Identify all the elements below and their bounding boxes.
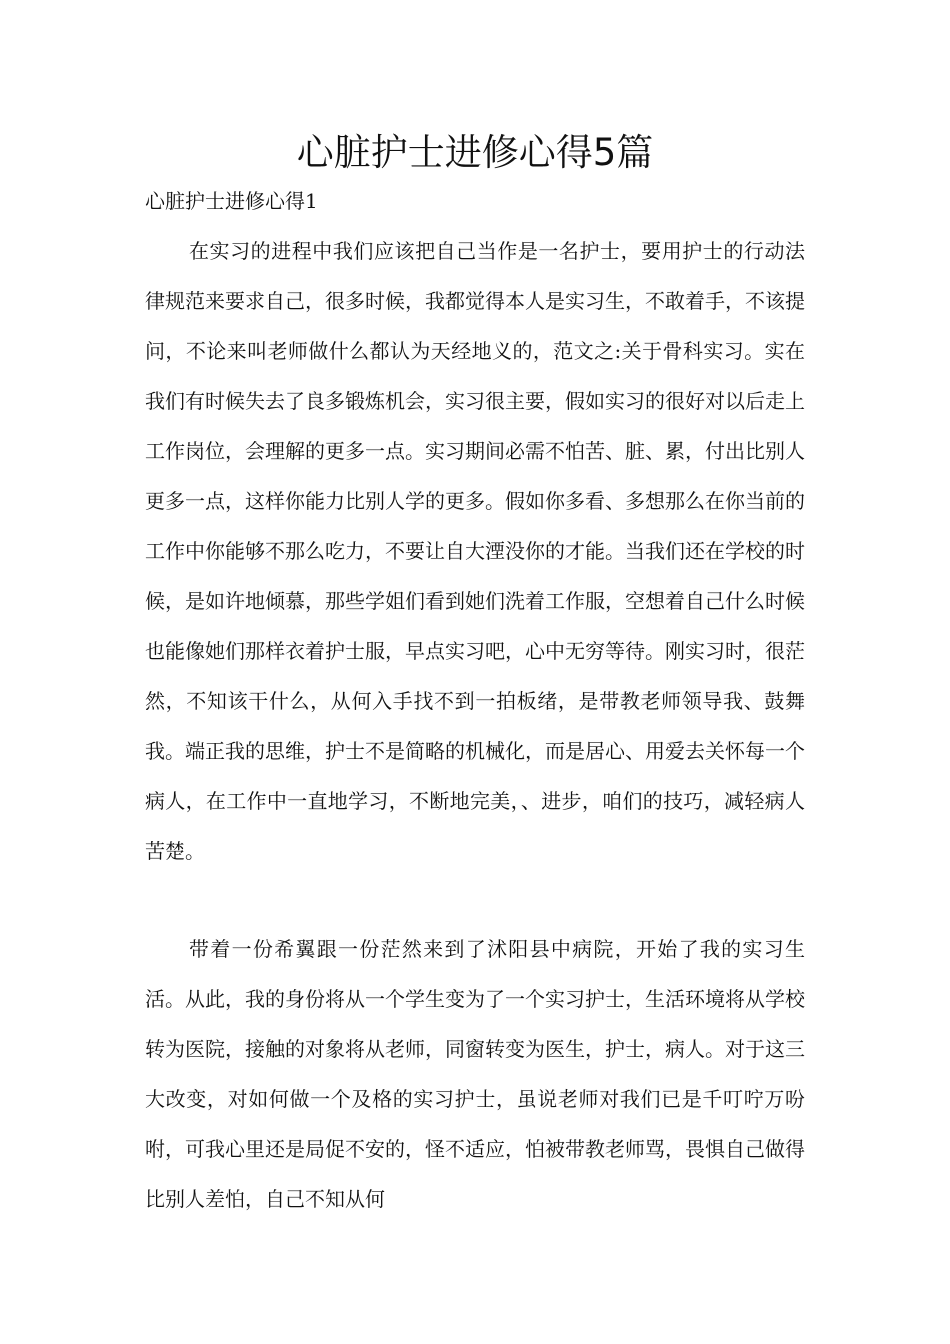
document-title: 心脏护士进修心得5篇 xyxy=(296,131,654,174)
body-paragraph: 带着一份希翼跟一份茫然来到了沭阳县中病院，开始了我的实习生活。从此，我的身份将从一个学生变为了一个实习护士，生活环境将从学校转为医院，接触的对象将从老师，同窗转变为医生，护士，病人。对于这三大改变，对如何做一个及格的实习护士，虽说老师对我们已是千叮咛万吩咐，可我心里还是局促不安的，怪不适应，怕被带教老师骂，畏惧自己做得比别人差怕，自己不知从何 xyxy=(145,937,805,1211)
body-paragraph: 在实习的进程中我们应该把自己当作是一名护士，要用护士的行动法律规范来要求自己，很多时候，我都觉得本人是实习生，不敢着手，不该提问，不论来叫老师做什么都认为天经地义的，范文之:关于骨科实习。实在我们有时候失去了良多锻炼机会，实习很主要，假如实习的很好对以后走上工作岗位，会理解的更多一点。实习期间必需不怕苦、脏、累，付出比别人更多一点，这样你能力比别人学的更多。假如你多看、多想那么在你当前的工作中你能够不那么吃力，不要让自大湮没你的才能。当我们还在学校的时候，是如许地倾慕，那些学姐们看到她们洗着工作服，空想着自己什么时候也能像她们那样衣着护士服，早点实习吧，心中无穷等待。刚实习时，很茫然，不知该干什么，从何入手找不到一拍板绪，是带教老师领导我、鼓舞我。端正我的思维，护士不是简略的机械化，而是居心、用爱去关怀每一个病人，在工作中一直地学习，不断地完美，、进步，咱们的技巧，减轻病人苦楚。 xyxy=(145,239,805,863)
section-heading: 心脏护士进修心得1 xyxy=(145,189,318,213)
